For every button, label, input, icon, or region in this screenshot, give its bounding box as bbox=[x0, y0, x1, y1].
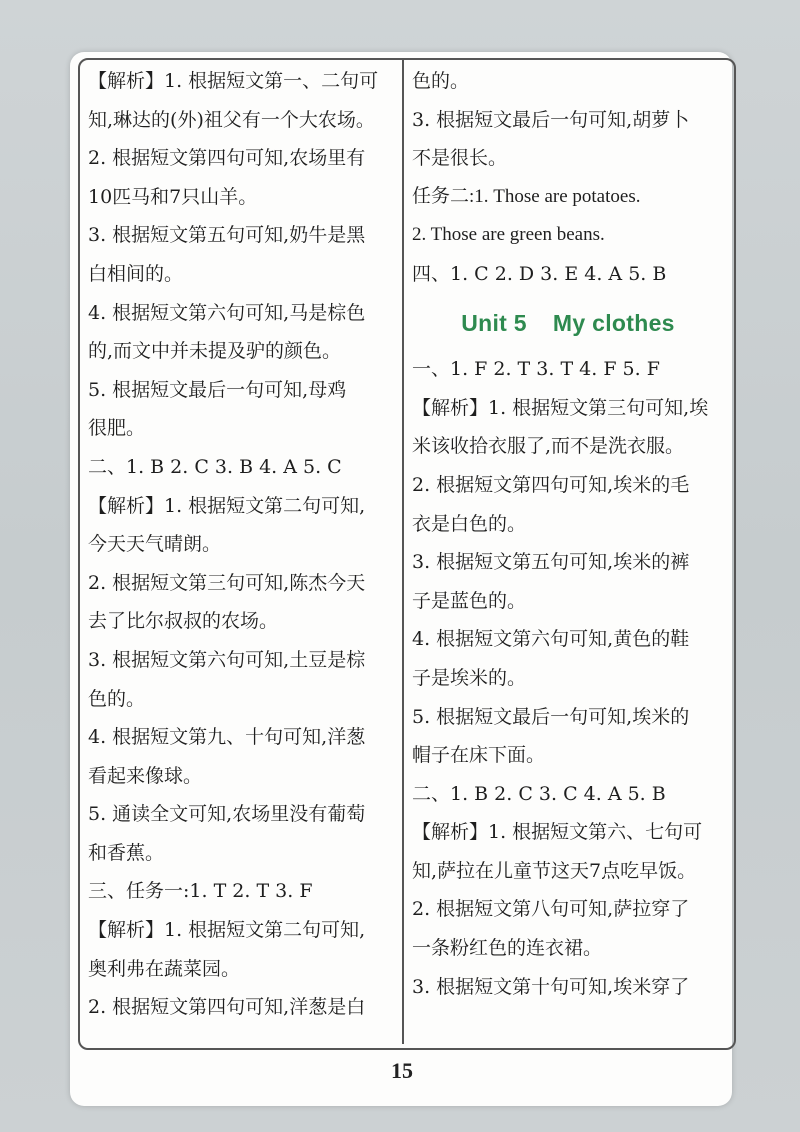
page-number: 15 bbox=[391, 1058, 413, 1083]
text-line: 今天天气晴朗。 bbox=[88, 533, 222, 556]
text-line: 2. 根据短文第八句可知,萨拉穿了 bbox=[412, 898, 690, 921]
text-line: 3. 根据短文第六句可知,土豆是棕 bbox=[88, 648, 366, 671]
left-column bbox=[88, 62, 392, 1027]
answer-key-line: 三、任务一:1. T 2. T 3. F bbox=[88, 880, 313, 903]
text-line: 【解析】1. 根据短文第一、二句可 bbox=[88, 70, 379, 92]
text-line: 子是埃米的。 bbox=[412, 666, 527, 689]
text-line: 米该收拾衣服了,而不是洗衣服。 bbox=[412, 435, 685, 458]
text-line: 很肥。 bbox=[88, 417, 146, 440]
text-line: 2. 根据短文第四句可知,埃米的毛 bbox=[412, 473, 690, 496]
unit-title: My clothes bbox=[552, 309, 675, 336]
text-line: 色的。 bbox=[412, 70, 470, 92]
text-line: 4. 根据短文第九、十句可知,洋葱 bbox=[88, 726, 366, 749]
text-line: 3. 根据短文第五句可知,埃米的裤 bbox=[412, 551, 690, 574]
text-line: 4. 根据短文第六句可知,马是棕色 bbox=[88, 301, 366, 324]
text-line: 5. 根据短文最后一句可知,母鸡 bbox=[88, 378, 347, 401]
text-line: 3. 根据短文第十句可知,埃米穿了 bbox=[412, 975, 690, 998]
text-line: 5. 根据短文最后一句可知,埃米的 bbox=[412, 705, 690, 728]
text-line: 帽子在床下面。 bbox=[412, 744, 546, 767]
answer-key-line: 四、1. C 2. D 3. E 4. A 5. B bbox=[412, 262, 667, 285]
unit-number: Unit 5 bbox=[461, 309, 527, 336]
column-divider bbox=[402, 60, 404, 1044]
answer-key-line: 二、1. B 2. C 3. C 4. A 5. B bbox=[412, 782, 666, 805]
text-line: 【解析】1. 根据短文第二句可知, bbox=[88, 494, 366, 517]
text-line: 子是蓝色的。 bbox=[412, 589, 527, 612]
text-line: 知,萨拉在儿童节这天7点吃早饭。 bbox=[412, 859, 697, 882]
answer-key-line: 二、1. B 2. C 3. B 4. A 5. C bbox=[88, 455, 342, 478]
text-line: 【解析】1. 根据短文第二句可知, bbox=[88, 919, 366, 942]
text-line: 【解析】1. 根据短文第六、七句可 bbox=[412, 821, 703, 844]
text-line: 白相间的。 bbox=[88, 262, 184, 285]
text-line: 3. 根据短文最后一句可知,胡萝卜 bbox=[412, 108, 690, 131]
text-line: 看起来像球。 bbox=[88, 764, 203, 787]
answer-key-line: 一、1. F 2. T 3. T 4. F 5. F bbox=[412, 358, 660, 381]
text-line: 5. 通读全文可知,农场里没有葡萄 bbox=[88, 803, 366, 826]
text-line: 和香蕉。 bbox=[88, 841, 165, 864]
text-line: 不是很长。 bbox=[412, 147, 508, 170]
answer-key-line: 任务二:1. Those are potatoes. bbox=[412, 185, 641, 207]
text-line: 色的。 bbox=[88, 687, 146, 710]
text-line: 知,琳达的(外)祖父有一个大农场。 bbox=[88, 108, 375, 131]
right-column bbox=[412, 62, 724, 1006]
text-line: 一条粉红色的连衣裙。 bbox=[412, 937, 603, 960]
text-line: 衣是白色的。 bbox=[412, 512, 527, 535]
text-line: 3. 根据短文第五句可知,奶牛是黑 bbox=[88, 224, 366, 247]
text-line: 去了比尔叔叔的农场。 bbox=[88, 610, 279, 633]
text-line: 2. Those are green beans. bbox=[412, 224, 605, 246]
text-line: 4. 根据短文第六句可知,黄色的鞋 bbox=[412, 628, 690, 651]
text-line: 2. 根据短文第四句可知,农场里有 bbox=[88, 147, 366, 170]
text-line: 的,而文中并未提及驴的颜色。 bbox=[88, 340, 342, 363]
text-line: 2. 根据短文第四句可知,洋葱是白 bbox=[88, 996, 366, 1019]
text-line: 【解析】1. 根据短文第三句可知,埃 bbox=[412, 396, 709, 419]
text-line: 奥利弗在蔬菜园。 bbox=[88, 957, 241, 980]
text-line: 2. 根据短文第三句可知,陈杰今天 bbox=[88, 571, 366, 594]
unit-heading bbox=[412, 304, 724, 343]
text-line: 10匹马和7只山羊。 bbox=[88, 185, 258, 208]
